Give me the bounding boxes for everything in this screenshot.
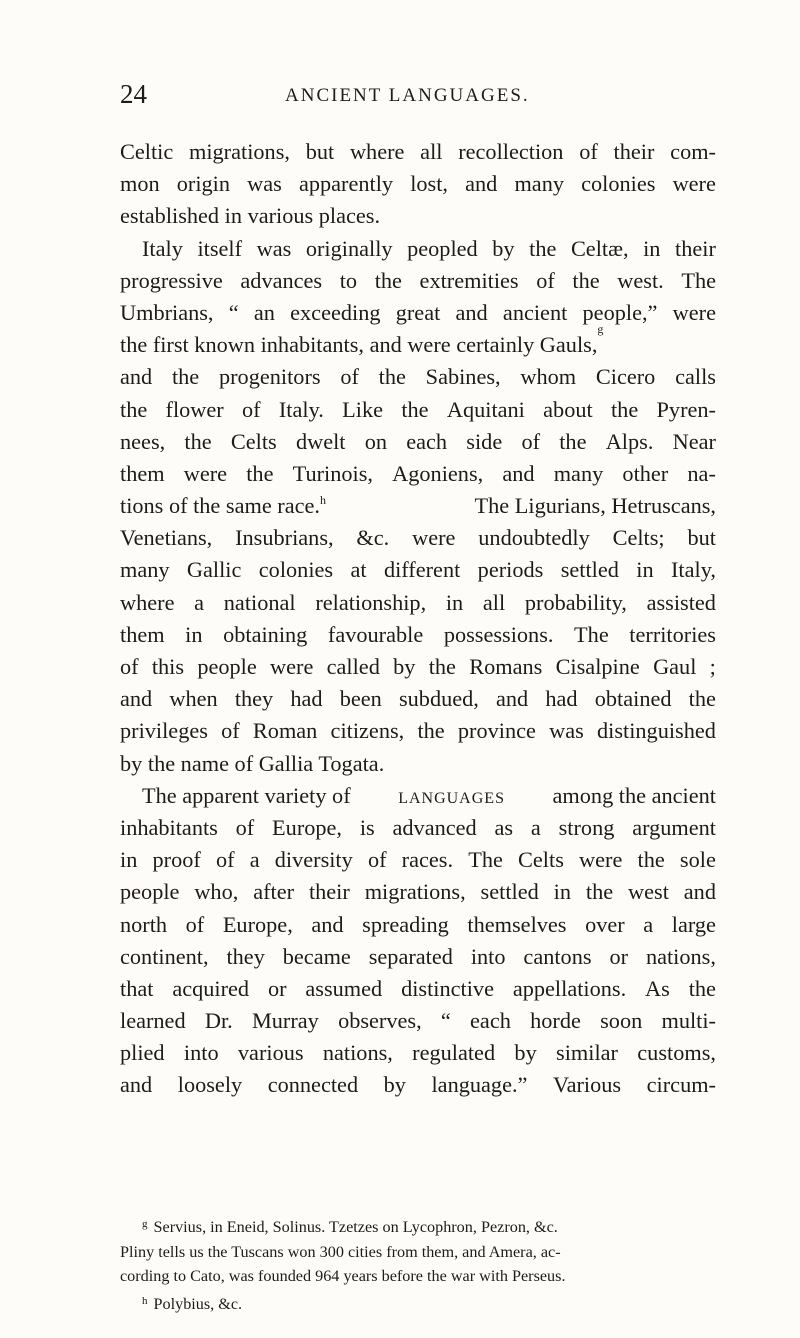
word: language.” (431, 1072, 528, 1098)
word: learned (120, 1008, 186, 1034)
text-line (120, 361, 716, 393)
word: was (256, 235, 292, 261)
word: Celts (518, 847, 564, 873)
word: appellations. (512, 975, 627, 1001)
text-line (120, 265, 716, 297)
word: many (514, 171, 564, 197)
word: north (120, 911, 168, 937)
word: the (529, 235, 557, 261)
text-line (120, 522, 716, 554)
word: and (502, 460, 535, 486)
footnote-g (120, 1212, 716, 1240)
word: at (350, 557, 367, 583)
word: plied (120, 1040, 165, 1066)
word: been (339, 686, 382, 712)
word: Various (552, 1072, 622, 1098)
word: people (197, 654, 257, 679)
word: originally (305, 235, 393, 261)
word: in (445, 589, 464, 615)
word: diversity (274, 847, 353, 873)
word: into (470, 943, 506, 969)
word: Murray (251, 1008, 319, 1034)
word: of (242, 396, 261, 422)
word: subdued, (398, 686, 479, 712)
word: side (466, 428, 503, 454)
word: of (120, 654, 139, 679)
line-text: by the name of Gallia Togata. (120, 750, 385, 776)
word: Umbrians, (120, 299, 214, 325)
word: their (308, 879, 350, 905)
word: Cisalpine (555, 654, 640, 679)
word: and (120, 686, 153, 712)
word: of (235, 814, 255, 840)
word: and (683, 879, 716, 905)
footnotes (120, 1212, 716, 1316)
word: and (120, 364, 153, 390)
word: loosely (177, 1072, 243, 1098)
word: advances (240, 267, 323, 293)
footnote-text: Servius, in Eneid, Solinus. Tzetzes on Lycophron, Pezron, &c. (153, 1218, 558, 1236)
text-line (120, 812, 716, 844)
text-line (120, 233, 716, 265)
text-line (120, 1069, 716, 1101)
word: citizens, (330, 718, 405, 744)
word: the (688, 975, 716, 1001)
word: settled (560, 557, 619, 583)
word: nees, (120, 428, 166, 454)
word: when (169, 686, 218, 712)
word: that (120, 975, 154, 1001)
word: mon (120, 171, 160, 197)
footnote-h (120, 1289, 716, 1317)
word: where (120, 589, 175, 615)
word: were (270, 654, 314, 679)
text-line (120, 136, 716, 168)
word: them (120, 621, 165, 647)
word: in (643, 235, 661, 261)
word: of (340, 364, 359, 390)
word: of (579, 139, 598, 164)
line-text-start: The apparent variety of (142, 782, 351, 808)
smallcaps-term: languages (398, 782, 505, 808)
word: many (120, 557, 170, 583)
word: origin (176, 171, 231, 197)
footnote-line (142, 1212, 558, 1240)
word: obtaining (223, 621, 308, 647)
word: and (496, 686, 529, 712)
word: different (383, 557, 461, 583)
word: Gallic (186, 557, 242, 583)
word: themselves (467, 911, 567, 937)
word: apparently (298, 171, 394, 197)
word: the (401, 396, 429, 422)
word: had (545, 686, 578, 712)
word: territories (629, 621, 716, 647)
word: The (468, 847, 503, 873)
footnote-mark: h (142, 1294, 148, 1307)
text-line (120, 651, 716, 683)
word: became (282, 943, 351, 969)
word: is (359, 814, 375, 840)
word: distinctive (401, 975, 494, 1001)
word: the (688, 686, 716, 712)
text-line (120, 715, 716, 747)
word: Alps. (605, 428, 654, 454)
text-line (120, 394, 716, 426)
running-title: ANCIENT LANGUAGES. (285, 85, 530, 106)
text-line (120, 426, 716, 458)
word: obtained (594, 686, 672, 712)
word: Agoniens, (392, 460, 484, 486)
word: exceeding (290, 299, 381, 325)
word: Romans (469, 654, 543, 679)
word: national (223, 589, 296, 615)
word: was (549, 718, 584, 744)
word: privileges (120, 718, 208, 744)
word: extremities (419, 267, 519, 293)
word: connected (267, 1072, 359, 1098)
word: com- (670, 139, 716, 164)
word: Celts; (612, 525, 665, 551)
word: Roman (252, 718, 318, 744)
word: this (151, 654, 185, 679)
text-line (120, 168, 716, 200)
word: the (428, 654, 456, 679)
word: The (574, 621, 609, 647)
word: each (470, 1008, 511, 1034)
word: recollection (458, 139, 564, 164)
word: peopled (407, 235, 478, 261)
word: The (681, 267, 716, 293)
line-text-end: among the ancient (552, 782, 716, 808)
word: the (572, 267, 600, 293)
word: sole (679, 847, 716, 873)
footnote-text: Polybius, &c. (153, 1294, 243, 1313)
word: the (378, 364, 406, 390)
word: itself (197, 235, 243, 261)
word: the (246, 460, 274, 486)
footnote-line (120, 1264, 716, 1289)
word: Celts (230, 428, 277, 454)
word: they (234, 686, 274, 712)
word: probability, (524, 589, 627, 615)
word: ancient (502, 299, 568, 325)
word: a (530, 814, 541, 840)
word: the (585, 879, 614, 905)
line-text: established in various places. (120, 203, 381, 229)
word: flower (165, 396, 224, 422)
line-text-end: The Ligurians, Hetruscans, (474, 493, 716, 519)
word: the (120, 396, 148, 422)
word: Venetians, (120, 525, 213, 551)
word: west (628, 879, 669, 905)
word: the (184, 428, 212, 454)
word: after (253, 879, 295, 905)
word: Italy (142, 235, 183, 261)
word: in (636, 557, 654, 583)
word: Turinois, (292, 460, 373, 486)
text-line (120, 554, 716, 586)
footnote-line (142, 1289, 242, 1317)
text-line (120, 780, 716, 812)
word: were (672, 299, 716, 325)
word: Aquitani (446, 396, 525, 422)
word: large (671, 911, 716, 937)
word: possessions. (443, 621, 554, 647)
word: and (465, 171, 498, 197)
line-text: the first known inhabitants, and were certainly Gauls, (120, 332, 598, 358)
footnote-text: Pliny tells us the Tuscans won 300 cities from them, and Amera, ac- (120, 1242, 561, 1261)
word: them (120, 460, 165, 486)
word: migrations, (364, 879, 466, 905)
text-line (120, 587, 716, 619)
word: Italy, (670, 557, 716, 583)
word: Dr. (204, 1008, 233, 1034)
word: of (215, 847, 235, 873)
word: Near (672, 428, 716, 454)
word: similar (556, 1040, 618, 1066)
word: argument (632, 814, 716, 840)
word: lost, (410, 171, 448, 197)
word: people (120, 879, 180, 905)
word: to (339, 267, 358, 293)
word: their (675, 235, 716, 261)
word: migrations, (189, 139, 290, 164)
word: in (553, 879, 571, 905)
text-line (120, 619, 716, 651)
word: Gaul (653, 654, 697, 679)
word: Insubrians, (235, 525, 334, 551)
word: as (494, 814, 514, 840)
text-line (120, 322, 716, 361)
word: in (185, 621, 203, 647)
word: spreading (362, 911, 449, 937)
word: acquired (172, 975, 250, 1001)
word: by (383, 1072, 406, 1098)
word: were (412, 525, 456, 551)
word: dwelt (295, 428, 346, 454)
word: As (645, 975, 670, 1001)
word: Pyren- (656, 396, 716, 422)
word: of (367, 847, 387, 873)
word: Sabines, (425, 364, 501, 390)
word: observes, (338, 1008, 422, 1034)
word: strong (558, 814, 615, 840)
word: a (249, 847, 260, 873)
word: but (305, 139, 335, 164)
footnote-ref-h: h (319, 493, 326, 508)
word: and (455, 299, 488, 325)
word: into (183, 1040, 219, 1066)
word: each (406, 428, 448, 454)
word: progenitors (218, 364, 321, 390)
footnote-ref-g: g (597, 322, 604, 337)
word: of (221, 718, 240, 744)
word: progressive (120, 267, 223, 293)
word: was (247, 171, 282, 197)
footnote-text: cording to Cato, was founded 964 years before the war with Perseus. (120, 1267, 566, 1285)
word: great (395, 299, 441, 325)
word: assumed (305, 975, 383, 1001)
word: nations, (322, 1040, 393, 1066)
word: of (185, 911, 205, 937)
word: the (171, 364, 200, 390)
text-line (120, 748, 716, 780)
word: “ (440, 1008, 451, 1034)
word: inhabitants (120, 814, 218, 840)
word: cantons (523, 943, 592, 969)
footnote-line (120, 1240, 716, 1265)
word: west. (617, 267, 664, 293)
word: &c. (356, 525, 390, 551)
word: na- (687, 460, 716, 486)
word: of (521, 428, 541, 454)
word: advanced (392, 814, 477, 840)
word: ; (709, 654, 716, 679)
word: the (559, 428, 587, 454)
word: relationship, (315, 589, 427, 615)
word: colonies (258, 557, 334, 583)
text-line (120, 973, 716, 1005)
word: all (420, 139, 443, 164)
word: Europe, (222, 911, 293, 937)
word: Like (342, 396, 384, 422)
word: separated (368, 943, 453, 969)
word: were (672, 171, 716, 197)
word: “ (228, 299, 239, 325)
word: other (622, 460, 669, 486)
word: the (637, 847, 665, 873)
text-line (120, 200, 716, 232)
word: by (514, 1040, 537, 1066)
page-header (120, 78, 716, 118)
word: had (290, 686, 323, 712)
word: Italy. (278, 396, 324, 422)
text-line (120, 909, 716, 941)
word: distinguished (597, 718, 716, 744)
word: periods (477, 557, 544, 583)
word: their (613, 139, 655, 164)
word: many (553, 460, 604, 486)
word: were (579, 847, 623, 873)
text-line (120, 941, 716, 973)
word: calls (675, 364, 716, 390)
word: in (120, 847, 138, 873)
word: on (364, 428, 388, 454)
word: and (311, 911, 344, 937)
word: people,” (582, 299, 658, 325)
word: undoubtedly (478, 525, 590, 551)
word: the (610, 396, 639, 422)
text-line (120, 683, 716, 715)
word: who, (194, 879, 239, 905)
body-text (120, 136, 716, 1102)
word: Celtic (120, 139, 174, 164)
word: by (492, 235, 515, 261)
word: whom (520, 364, 577, 390)
word: proof (152, 847, 201, 873)
line-text (120, 490, 326, 522)
word: called (326, 654, 380, 679)
text-line (120, 844, 716, 876)
word: races. (401, 847, 454, 873)
word: circum- (646, 1072, 716, 1098)
footnote-mark: g (142, 1218, 148, 1230)
word: about (543, 396, 593, 422)
word: by (393, 654, 416, 679)
word: all (482, 589, 506, 615)
text-line (120, 876, 716, 908)
word: horde (530, 1008, 581, 1034)
word: Celtæ, (570, 235, 629, 261)
word: nations, (645, 943, 716, 969)
word: were (183, 460, 228, 486)
word: Cicero (595, 364, 656, 390)
word: of (536, 267, 555, 293)
word: regulated (412, 1040, 496, 1066)
word: or (267, 975, 287, 1001)
word: customs, (637, 1040, 716, 1066)
word: over (585, 911, 625, 937)
word: multi- (661, 1008, 716, 1034)
word: province (457, 718, 536, 744)
text-line (120, 458, 716, 490)
word: the (417, 718, 445, 744)
text-line (120, 1005, 716, 1037)
word: but (687, 525, 716, 551)
word: favourable (327, 621, 424, 647)
word: settled (480, 879, 539, 905)
word: assisted (646, 589, 716, 615)
word: and (120, 1072, 153, 1098)
text-line (120, 1037, 716, 1069)
word: an (253, 299, 275, 325)
word: Europe, (272, 814, 343, 840)
word: the (374, 267, 402, 293)
word: they (226, 943, 265, 969)
word: various (237, 1040, 304, 1066)
word: colonies (581, 171, 656, 197)
word: a (643, 911, 654, 937)
line-text-start: tions of the same race. (120, 493, 320, 519)
word: or (609, 943, 629, 969)
text-line (120, 297, 716, 329)
text-line (120, 490, 716, 522)
word: continent, (120, 943, 209, 969)
page-number: 24 (120, 79, 147, 109)
word: soon (600, 1008, 643, 1034)
word: a (194, 589, 205, 615)
word: where (349, 139, 405, 164)
